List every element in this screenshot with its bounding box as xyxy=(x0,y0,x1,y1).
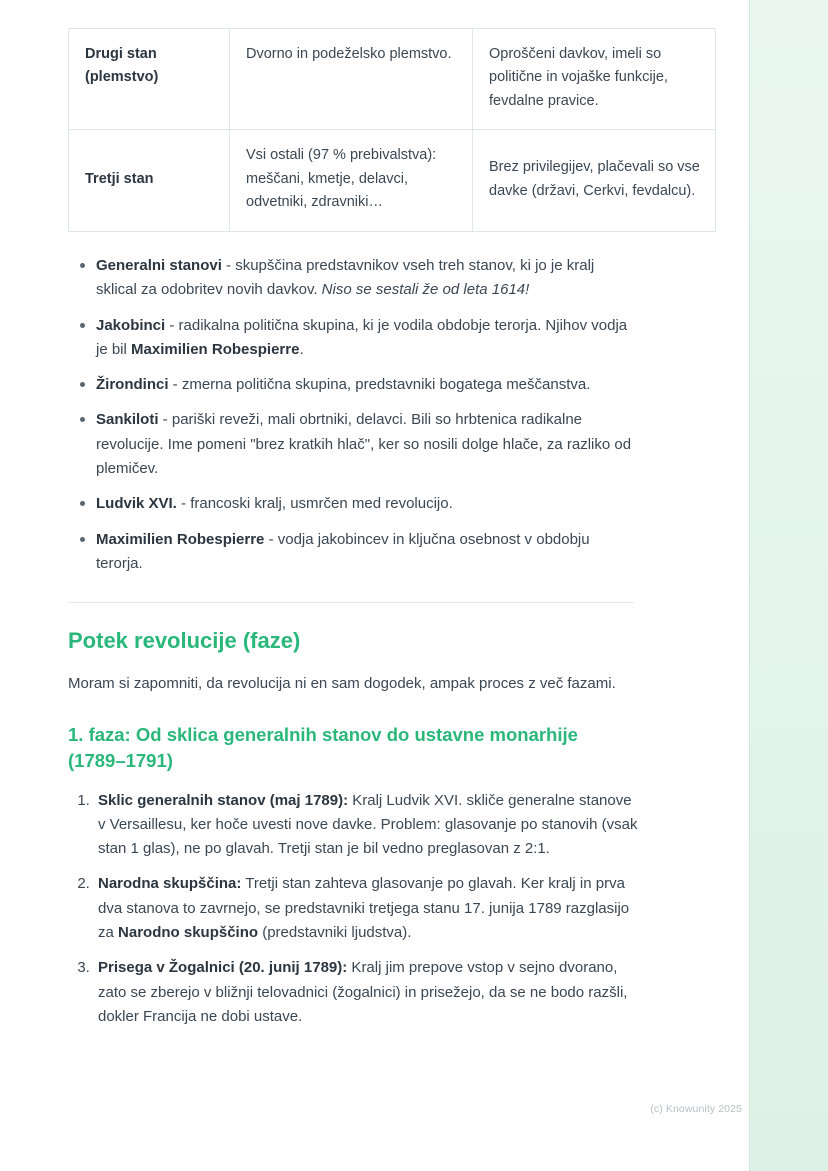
term-text: - skupščina predstavnikov vseh treh stanov, ki jo je kralj sklical za odobritev novih davkov. xyxy=(96,256,595,299)
step-text: Tretji stan zahteva glasovanje po glavah. Ker kralj in prva dva stanova to zavrnejo, se predstavniki tretjega stanu 17. junija 1789 razglasijo za xyxy=(98,875,630,942)
term-label: Maximilien Robespierre xyxy=(96,530,265,548)
term-label: Jakobinci xyxy=(96,316,166,334)
list-item xyxy=(94,314,638,363)
phase-steps-list xyxy=(68,789,638,1030)
term-text: - radikalna politična skupina, ki je vodila obdobje terorja. Njihov vodja je bil xyxy=(96,316,628,358)
section-divider xyxy=(68,602,634,603)
table-row xyxy=(69,130,716,231)
list-item xyxy=(94,408,638,481)
term-tail: . xyxy=(299,340,304,358)
estates-table xyxy=(68,28,716,232)
table-cell-estate: Drugi stan (plemstvo) xyxy=(69,29,230,130)
step-strong: Narodno skupščino xyxy=(118,924,259,942)
list-item xyxy=(94,492,638,516)
footer-credit: (c) Knowunity 2025 xyxy=(650,1103,742,1115)
step-text: Kralj jim prepove vstop v sejno dvorano, zato se zberejo v bližnji telovadnici (žogalnici) in prisežejo, da se ne bodo razšli, dokler Francija ne dobi ustave. xyxy=(98,959,628,1025)
term-emphasis: Niso se sestali že od leta 1614! xyxy=(321,281,530,299)
term-text: - vodja jakobincev in ključna osebnost v obdobju terorja. xyxy=(96,530,590,572)
list-item xyxy=(94,956,638,1029)
step-tail: (predstavniki ljudstva). xyxy=(258,924,412,942)
section-heading: Potek revolucije (faze) xyxy=(68,628,301,654)
step-text: Kralj Ludvik XVI. skliče generalne stanove v Versaillesu, ker hoče uvesti nove davke. Problem: glasovanje po stanovih (vsak stan 1 glas), ne po glavah. Tretji stan je bil vedno preglasovan z 2:1. xyxy=(98,791,638,858)
table-cell-members: Dvorno in podeželsko plemstvo. xyxy=(230,29,473,130)
term-text: - pariški reveži, mali obrtniki, delavci. Bili so hrbtenica radikalne revolucije. Ime pomeni "brez kratkih hlač", ker so nosili dolge hlače, za razliko od plemičev. xyxy=(96,411,632,477)
document-content xyxy=(68,0,700,1040)
terms-list xyxy=(68,254,638,576)
list-item xyxy=(94,373,638,397)
list-item xyxy=(94,254,638,303)
step-label: Sklic generalnih stanov (maj 1789): xyxy=(98,791,349,809)
section-lead-text: Moram si zapomniti, da revolucija ni en sam dogodek, ampak proces z več fazami. xyxy=(68,674,616,692)
table-row xyxy=(69,29,716,130)
list-item xyxy=(94,872,638,945)
decorative-right-strip xyxy=(750,0,828,1171)
decorative-right-strip-border xyxy=(749,0,750,1171)
term-text: - francoski kralj, usmrčen med revolucijo. xyxy=(176,495,453,513)
term-label: Žirondinci xyxy=(96,376,169,394)
table-cell-members: Vsi ostali (97 % prebivalstva): meščani, kmetje, delavci, odvetniki, zdravniki… xyxy=(230,130,473,231)
step-label: Narodna skupščina: xyxy=(98,875,242,893)
list-item xyxy=(94,789,638,862)
phase-heading: 1. faza: Od sklica generalnih stanov do ustavne monarhije (1789–1791) xyxy=(68,724,578,772)
term-strong: Maximilien Robespierre xyxy=(131,340,300,358)
term-text: - zmerna politična skupina, predstavniki bogatega meščanstva. xyxy=(168,376,591,394)
table-cell-rights: Oproščeni davkov, imeli so politične in vojaške funkcije, fevdalne pravice. xyxy=(473,29,716,130)
table-cell-rights: Brez privilegijev, plačevali so vse davke (državi, Cerkvi, fevdalcu). xyxy=(473,130,716,231)
list-item xyxy=(94,528,638,577)
step-label: Prisega v Žogalnici (20. junij 1789): xyxy=(98,959,348,977)
term-label: Sankiloti xyxy=(96,411,159,429)
term-label: Ludvik XVI. xyxy=(96,495,177,513)
table-cell-estate: Tretji stan xyxy=(69,130,230,231)
term-label: Generalni stanovi xyxy=(96,256,222,274)
